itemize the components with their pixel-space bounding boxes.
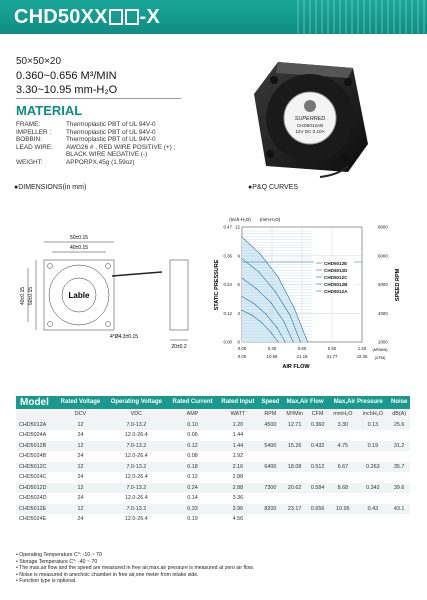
table-cell: 0.512 xyxy=(307,462,328,473)
material-list xyxy=(16,121,175,167)
table-cell: 12.71 xyxy=(282,420,307,431)
dim-text: 50±0.15 xyxy=(28,286,34,306)
table-cell xyxy=(307,430,328,441)
table-cell: 39.6 xyxy=(388,483,410,494)
table-cell: 24 xyxy=(77,516,84,523)
table-cell: CHD5012C xyxy=(16,462,56,473)
y-tick-label: 6 xyxy=(237,282,240,287)
pq-label: ●P&Q CURVES xyxy=(248,184,299,191)
table-cell: 2.16 xyxy=(217,462,258,473)
col-model: Model xyxy=(16,396,56,409)
note-item: • Function type is optional. xyxy=(16,578,77,585)
y-unit-inch: (Inch-H₂O) xyxy=(229,217,251,222)
y2-tick-label: 8000 xyxy=(378,224,388,230)
material-row: LEAD WIRE: AWG26 # , RED WIRE POSITIVE (+) ; xyxy=(16,143,176,151)
table-cell xyxy=(282,430,307,441)
spec-pressure: 3.30~10.95 mm-H₂O xyxy=(16,84,118,96)
table-cell: 10.95 xyxy=(328,504,357,515)
data-point xyxy=(307,342,308,343)
table-cell xyxy=(358,451,389,462)
table-cell: CHD5012E xyxy=(16,504,56,515)
table-cell: 12 xyxy=(56,462,105,473)
table-cell: 24 xyxy=(77,474,84,481)
table-cell: 18.08 xyxy=(282,462,307,473)
spec-divider xyxy=(16,98,181,99)
col-noise: Noise xyxy=(388,396,410,409)
y-tick-label: 3 xyxy=(237,310,240,316)
legend-label: CHD5012A xyxy=(324,289,348,294)
table-cell: 0.19 xyxy=(358,441,389,452)
table-cell: 24 xyxy=(77,495,84,502)
table-cell: 8200 xyxy=(259,504,283,515)
dimensions-label: ●DIMENSIONS(in mm) xyxy=(14,184,87,191)
table-header-row xyxy=(16,396,410,409)
table-cell: 12 xyxy=(56,420,105,431)
data-point xyxy=(242,237,243,238)
table-cell: 7.0-13.2 xyxy=(105,462,168,473)
data-point xyxy=(242,258,243,259)
y-tick-label: 9 xyxy=(237,253,240,259)
product-title xyxy=(14,6,160,29)
y-axis-label: STATIC PRESSURE xyxy=(214,259,220,311)
table-cell: 12 xyxy=(56,441,105,452)
col-rated-current: Rated Current xyxy=(168,396,218,409)
table-cell: 0.432 xyxy=(307,441,328,452)
hole-circle xyxy=(106,264,111,269)
table-cell xyxy=(259,493,283,504)
table-cell: 24 xyxy=(77,432,84,439)
unit-cell: CFM xyxy=(307,409,328,420)
header-stripe xyxy=(297,0,427,34)
col-max-air-pressure: Max,Air Pressure xyxy=(328,396,388,409)
dim-text: 40±0.15 xyxy=(20,286,26,306)
table-cell: 0.06 xyxy=(187,432,198,439)
x-tick-label: 0.60 xyxy=(297,346,307,351)
hub-model: CHD5012AB xyxy=(296,123,324,128)
hole-circle xyxy=(48,264,53,269)
table-cell xyxy=(328,493,357,504)
x-unit-m3: (M³/MIN) xyxy=(372,348,388,352)
legend-label: CHD5012B xyxy=(324,282,348,287)
spec-airflow: 0.360~0.656 M³/MIN xyxy=(16,70,117,82)
table-cell xyxy=(307,472,328,483)
table-cell xyxy=(282,472,307,483)
data-point xyxy=(285,342,286,343)
table-cell: 12.0-26.4 xyxy=(124,516,148,523)
dim-text: 4*Ø4.3±0.15 xyxy=(110,334,139,340)
table-cell: 0.656 xyxy=(307,504,328,515)
table-cell: 0.43 xyxy=(358,504,389,515)
table-cell: 12.0-26.4 xyxy=(124,474,148,481)
x-unit-cfm: (CFM) xyxy=(374,356,386,360)
hole-circle xyxy=(106,322,111,327)
data-point xyxy=(254,303,255,304)
table-cell: 0.14 xyxy=(187,495,198,502)
unit-cell: mmH₂O xyxy=(328,409,357,420)
table-cell: 0.12 xyxy=(168,441,218,452)
table-cell: 0.18 xyxy=(168,462,218,473)
table-cell: 7.0-13.2 xyxy=(105,504,168,515)
x-ticks-m3 xyxy=(238,346,367,351)
table-cell xyxy=(307,514,328,525)
legend-label: CHD5012E xyxy=(324,261,348,266)
mount-hole xyxy=(266,150,274,158)
spec-table-wrap xyxy=(16,396,410,525)
y-tick-label: 0.24 xyxy=(223,282,232,287)
table-cell: 2.88 xyxy=(232,474,244,481)
material-row: IMPELLER : Thermoplastic PBT of UL 94V-0 xyxy=(16,128,156,136)
table-row xyxy=(16,430,410,441)
table-cell: 0.10 xyxy=(168,420,218,431)
table-cell: 0.19 xyxy=(187,516,198,523)
dim-text: 20±0.2 xyxy=(171,344,187,350)
mount-hole xyxy=(344,78,352,86)
table-cell xyxy=(259,451,283,462)
table-cell: 7.0-13.2 xyxy=(105,420,168,431)
unit-cell: AMP xyxy=(168,409,218,420)
table-cell xyxy=(307,493,328,504)
dim-text: 40±0.15 xyxy=(69,245,89,251)
material-row: WEIGHT: APPORPX.45g (1.59oz) xyxy=(16,158,135,166)
table-cell: 3.30 xyxy=(328,420,357,431)
table-cell: 2.88 xyxy=(217,483,258,494)
y-unit-mm: (mm-H₂O) xyxy=(259,217,281,222)
title-suffix: -X xyxy=(139,6,161,28)
y-tick-label: 12 xyxy=(235,224,240,230)
data-point xyxy=(242,278,243,279)
data-point xyxy=(278,342,279,343)
table-cell: CHD5012A xyxy=(16,420,56,431)
data-point xyxy=(242,310,243,311)
pq-chart xyxy=(196,213,422,375)
data-point xyxy=(275,291,276,292)
unit-cell: RPM xyxy=(259,409,283,420)
table-cell xyxy=(259,514,283,525)
table-cell: 5400 xyxy=(259,441,283,452)
y-ticks-inch xyxy=(223,225,232,345)
table-row xyxy=(16,514,410,525)
table-row xyxy=(16,441,410,452)
table-cell xyxy=(282,451,307,462)
table-cell xyxy=(282,514,307,525)
table-cell: 1.92 xyxy=(232,453,244,460)
data-point xyxy=(290,315,291,316)
table-cell: 3.96 xyxy=(217,504,258,515)
legend-label: CHD5012C xyxy=(324,275,348,280)
note-item: • The max.air flow and the speed are measured in free air,max.air pressure is measured at zero air flow. xyxy=(16,565,254,572)
unit-cell: dB(A) xyxy=(388,409,410,420)
table-cell xyxy=(358,493,389,504)
table-row xyxy=(16,504,410,515)
unit-cell: M³/Min xyxy=(282,409,307,420)
table-cell: 0.342 xyxy=(358,483,389,494)
spec-table xyxy=(16,396,410,525)
y2-axis-label: SPEED RPM xyxy=(395,268,401,302)
data-point xyxy=(271,302,272,303)
title-box-1 xyxy=(109,9,123,25)
data-point xyxy=(278,276,279,277)
col-rated-input: Rated Input xyxy=(217,396,258,409)
data-point xyxy=(266,314,267,315)
table-cell: 6.67 xyxy=(328,462,357,473)
col-speed: Speed xyxy=(259,396,283,409)
table-cell: CHD5024D xyxy=(19,495,47,502)
table-cell: 24 xyxy=(77,453,84,460)
y2-tick-label: 2000 xyxy=(378,339,388,345)
y2-tick-label: 6000 xyxy=(378,253,388,259)
note-item: • Operating Temperature C°: -10 ~ 70 xyxy=(16,552,102,558)
table-cell xyxy=(282,493,307,504)
y-ticks-rpm xyxy=(378,225,388,345)
table-cell xyxy=(388,430,410,441)
table-cell: 4.75 xyxy=(328,441,357,452)
side-view xyxy=(170,260,188,330)
table-cell: 8.68 xyxy=(328,483,357,494)
table-cell: 0.584 xyxy=(307,483,328,494)
x-tick-label: 1.20 xyxy=(357,346,367,351)
note-item: • Storage Temperature C°: -40 ~ 70 xyxy=(16,558,98,565)
table-cell xyxy=(388,451,410,462)
table-cell: CHD5024E xyxy=(19,516,47,523)
dim-text: 50±0.15 xyxy=(69,235,89,241)
table-cell: 31.2 xyxy=(388,441,410,452)
mount-hole xyxy=(340,154,348,162)
y-tick-label: 0.47 xyxy=(223,224,232,230)
table-cell: CHD5024B xyxy=(19,453,47,460)
y2-tick-label: 5000 xyxy=(378,282,388,287)
table-cell: 1.44 xyxy=(232,432,244,439)
table-cell: 1.44 xyxy=(217,441,258,452)
y-ticks-mm xyxy=(235,225,240,345)
y-tick-label: 0.12 xyxy=(223,310,232,316)
hole-circle xyxy=(48,322,53,327)
table-cell: 0.360 xyxy=(307,420,328,431)
table-cell: 4500 xyxy=(259,420,283,431)
table-cell: 6400 xyxy=(259,462,283,473)
col-rated-voltage: Rated Voltage xyxy=(56,396,105,409)
data-point xyxy=(284,321,285,322)
table-cell xyxy=(259,472,283,483)
notes xyxy=(16,552,254,585)
table-cell xyxy=(388,514,410,525)
table-row xyxy=(16,493,410,504)
table-cell: 12 xyxy=(56,504,105,515)
title-box-2 xyxy=(125,9,139,25)
data-point xyxy=(293,342,294,343)
unit-cell: inchH₂O xyxy=(358,409,389,420)
table-cell xyxy=(388,472,410,483)
col-operating-voltage: Operating Voltage xyxy=(105,396,168,409)
table-cell: 0.263 xyxy=(358,462,389,473)
table-cell xyxy=(358,430,389,441)
data-point xyxy=(271,332,272,333)
table-cell: 20.62 xyxy=(282,483,307,494)
data-point xyxy=(260,253,261,254)
material-row: BOBBIN: Thermoplastic PBT of UL 94V-0 xyxy=(16,136,156,144)
hub-brand: SUPERRED xyxy=(294,116,326,122)
unit-cell: DCV xyxy=(56,409,105,420)
table-cell: 43.1 xyxy=(388,504,410,515)
data-point xyxy=(262,322,263,323)
table-cell: 35.7 xyxy=(388,462,410,473)
x-tick-label: 31.77 xyxy=(326,354,338,359)
table-cell xyxy=(259,430,283,441)
table-cell: 7.0-13.2 xyxy=(105,483,168,494)
data-point xyxy=(300,342,301,343)
table-row xyxy=(16,451,410,462)
table-cell: 15.26 xyxy=(282,441,307,452)
x-tick-label: 0.30 xyxy=(267,346,277,351)
table-cell: 12.0-26.4 xyxy=(124,495,148,502)
hub-rating: 12V DC 0.10A xyxy=(295,129,325,134)
page-header xyxy=(0,0,427,34)
dimension-drawing xyxy=(12,212,212,372)
table-cell xyxy=(328,451,357,462)
y-tick-label: 0 xyxy=(237,339,240,345)
data-point xyxy=(277,327,278,328)
table-cell: 4.56 xyxy=(232,516,244,523)
table-cell: 0.08 xyxy=(187,453,198,460)
x-ticks-cfm xyxy=(238,354,368,359)
table-cell: CHD5012B xyxy=(16,441,56,452)
table-cell: 7.0-13.2 xyxy=(105,441,168,452)
note-item: • Noise is measured in anechoic chamber in free air,one meter from intake side. xyxy=(16,571,199,578)
table-cell: 12.0-26.4 xyxy=(124,432,148,439)
data-point xyxy=(294,307,295,308)
brand-logo xyxy=(304,100,316,112)
data-point xyxy=(256,288,257,289)
spec-size: 50×50×20 xyxy=(16,56,62,67)
x-tick-label: 0.00 xyxy=(237,346,247,351)
table-cell xyxy=(358,472,389,483)
x-tick-label: 0.90 xyxy=(327,346,337,351)
x-tick-label: 21.18 xyxy=(296,354,308,359)
table-cell xyxy=(388,493,410,504)
mount-hole xyxy=(270,76,278,84)
col-max-air-flow: Max,Air Flow xyxy=(282,396,328,409)
table-cell xyxy=(328,472,357,483)
material-row: FRAME: Thermoplastic PBT of UL 94V-0 xyxy=(16,121,156,128)
table-cell: 12.0-26.4 xyxy=(124,453,148,460)
x-axis-label: AIR FLOW xyxy=(282,364,310,370)
table-cell xyxy=(328,514,357,525)
table-cell: 0.13 xyxy=(358,420,389,431)
fan-photo xyxy=(248,54,373,179)
table-cell xyxy=(358,514,389,525)
table-units-row xyxy=(16,409,410,420)
table-row xyxy=(16,462,410,473)
table-cell: 0.33 xyxy=(168,504,218,515)
table-cell: 7300 xyxy=(259,483,283,494)
table-cell xyxy=(328,430,357,441)
y2-tick-label: 4000 xyxy=(378,310,388,316)
table-row xyxy=(16,483,410,494)
data-point xyxy=(252,315,253,316)
y-tick-label: 0.36 xyxy=(223,253,232,259)
x-tick-label: 42.36 xyxy=(356,354,368,359)
table-cell: CHD5024A xyxy=(19,432,47,439)
table-cell: 0.24 xyxy=(168,483,218,494)
wire xyxy=(112,272,162,276)
material-row: BLACK WIRE NEGATIVE (-) xyxy=(66,151,148,159)
unit-cell xyxy=(16,409,56,420)
x-tick-label: 0.00 xyxy=(237,354,247,359)
table-row xyxy=(16,420,410,431)
table-row xyxy=(16,472,410,483)
table-cell xyxy=(307,451,328,462)
table-cell: 12 xyxy=(56,483,105,494)
material-title: MATERIAL xyxy=(16,103,83,118)
table-cell: CHD5024C xyxy=(19,474,47,481)
table-cell: 23.17 xyxy=(282,504,307,515)
unit-cell: WATT xyxy=(217,409,258,420)
y-tick-label: 0.00 xyxy=(223,339,232,345)
table-cell: 25.6 xyxy=(388,420,410,431)
title-prefix: CHD50XX xyxy=(14,6,108,28)
table-cell: 3.36 xyxy=(232,495,244,502)
x-tick-label: 10.59 xyxy=(266,354,278,359)
table-cell: 0.12 xyxy=(187,474,198,481)
legend-label: CHD5012D xyxy=(324,268,348,273)
data-point xyxy=(242,296,243,297)
table-cell: 1.20 xyxy=(217,420,258,431)
table-cell: CHD5012D xyxy=(16,483,56,494)
data-point xyxy=(259,272,260,273)
label-text: Lable xyxy=(68,291,90,300)
unit-cell: VDC xyxy=(105,409,168,420)
